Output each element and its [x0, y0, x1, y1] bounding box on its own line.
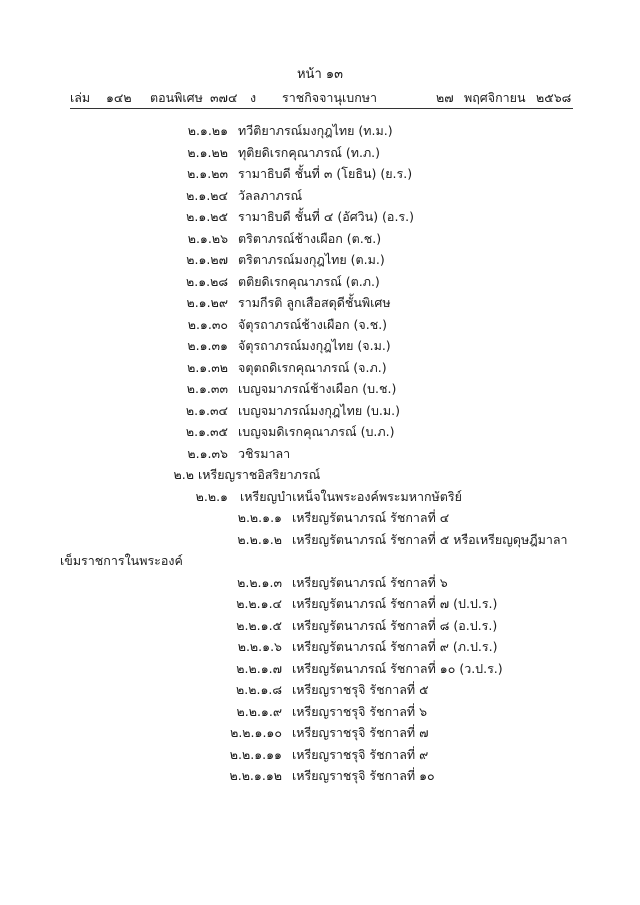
list-item — [0, 659, 640, 677]
item-number: ๒.๑.๒๓ — [187, 166, 228, 181]
section-number: ๓๗๔ — [210, 90, 238, 105]
section-label: ตอนพิเศษ — [150, 90, 203, 105]
list-item — [0, 487, 640, 505]
list-item — [0, 229, 640, 247]
list-item — [0, 465, 640, 483]
list-item — [0, 530, 640, 548]
list-item — [0, 293, 640, 311]
list-item — [0, 186, 640, 204]
list-item — [0, 573, 640, 591]
volume-label: เล่ม — [70, 90, 91, 105]
list-item — [0, 680, 640, 698]
item-text: จัตุรถาภรณ์ช้างเผือก (จ.ช.) — [238, 316, 388, 332]
date-day: ๒๗ — [436, 90, 454, 105]
item-text: เหรียญรัตนาภรณ์ รัชกาลที่ ๔ — [292, 510, 450, 525]
volume-number: ๑๔๒ — [106, 90, 132, 105]
item-number: ๒.๑.๒๑ — [187, 123, 228, 138]
item-text: ตติยดิเรกคุณาภรณ์ (ต.ภ.) — [238, 273, 380, 289]
list-item — [0, 637, 640, 655]
list-item — [0, 272, 640, 290]
item-number: ๒.๒.๑.๑๑ — [229, 746, 282, 762]
item-number: ๒.๒.๑.๙ — [236, 703, 282, 719]
item-text: เหรียญรัตนาภรณ์ รัชกาลที่ ๖ — [292, 574, 448, 590]
item-text: เหรียญราชรุจิ รัชกาลที่ ๗ — [292, 725, 429, 740]
item-text: เหรียญรัตนาภรณ์ รัชกาลที่ ๙ (ภ.ป.ร.) — [292, 639, 498, 654]
item-number: ๒.๑.๓๑ — [187, 338, 228, 353]
item-text: เหรียญรัตนาภรณ์ รัชกาลที่ ๗ (ป.ป.ร.) — [292, 596, 498, 611]
item-text: เหรียญรัตนาภรณ์ รัชกาลที่ ๑๐ (ว.ป.ร.) — [292, 660, 503, 676]
item-text: เหรียญราชรุจิ รัชกาลที่ ๙ — [292, 746, 429, 762]
item-text: ทุติยดิเรกคุณาภรณ์ (ท.ภ.) — [238, 144, 381, 160]
item-number: ๒.๑.๒๔ — [186, 187, 228, 203]
item-text: เหรียญบำเหน็จในพระองค์พระมหากษัตริย์ — [240, 488, 462, 504]
item-text: วชิรมาลา — [238, 445, 291, 461]
publication-name: ราชกิจจานุเบกษา — [282, 90, 378, 105]
item-number: ๒.๑.๓๔ — [185, 402, 228, 418]
list-item — [0, 207, 640, 225]
item-number: ๒.๒.๑.๑๒ — [229, 768, 282, 783]
list-item — [0, 121, 640, 139]
item-number: ๒.๑.๓๒ — [187, 359, 228, 375]
item-text: ตริตาภรณ์มงกุฎไทย (ต.ม.) — [238, 252, 385, 267]
item-text: จัตุรถาภรณ์มงกุฎไทย (จ.ม.) — [238, 338, 391, 353]
list-item — [0, 508, 640, 526]
list-item — [0, 315, 640, 333]
item-text: เหรียญรัตนาภรณ์ รัชกาลที่ ๘ (อ.ป.ร.) — [292, 617, 498, 633]
list-item — [0, 594, 640, 612]
item-text: ตริตาภรณ์ช้างเผือก (ต.ช.) — [238, 230, 382, 246]
item-text: เบญจมาภรณ์มงกุฎไทย (บ.ม.) — [238, 402, 400, 418]
list-item — [0, 444, 640, 462]
item-number: ๒.๑.๓๓ — [186, 381, 228, 396]
item-text: เหรียญรัตนาภรณ์ รัชกาลที่ ๕ หรือเหรียญดุษฎีมาลา — [292, 531, 568, 547]
item-number: ๒.๑.๓๕ — [185, 424, 228, 439]
list-item — [0, 379, 640, 397]
item-text: เบญจมดิเรกคุณาภรณ์ (บ.ภ.) — [238, 424, 395, 439]
list-item — [0, 164, 640, 182]
date-year: ๒๕๖๘ — [536, 90, 572, 105]
item-text: เบญจมาภรณ์ช้างเผือก (บ.ช.) — [238, 381, 397, 396]
list-item — [0, 766, 640, 784]
item-number: ๒.๑.๓๐ — [187, 316, 228, 332]
item-number: ๒.๒.๑.๗ — [236, 660, 282, 676]
list-item — [0, 358, 640, 376]
item-number: ๒.๒.๑.๑๐ — [230, 725, 282, 740]
page-number: หน้า ๑๓ — [296, 67, 344, 82]
item-text: ทวีติยาภรณ์มงกุฎไทย (ท.ม.) — [238, 123, 393, 138]
item-number: ๒.๒.๑.๕ — [236, 617, 282, 633]
item-number: ๒.๒.๑.๔ — [236, 596, 282, 611]
item-number: ๒.๑.๒๙ — [186, 295, 228, 310]
list-item — [0, 616, 640, 634]
item-text: จตุตถดิเรกคุณาภรณ์ (จ.ภ.) — [238, 359, 387, 375]
section-type: ง — [250, 90, 257, 105]
item-number: ๒.๒.๑.๓ — [237, 574, 282, 590]
item-text: รามาธิบดี ชั้นที่ ๔ (อัศวิน) (อ.ร.) — [238, 209, 414, 224]
item-number: ๒.๑.๒๗ — [186, 252, 228, 267]
list-item — [0, 723, 640, 741]
date-month: พฤศจิกายน — [464, 90, 526, 105]
item-number: ๒.๑.๒๕ — [186, 209, 228, 224]
item-text: เหรียญราชรุจิ รัชกาลที่ ๖ — [292, 703, 428, 719]
list-item — [0, 422, 640, 440]
list-item — [0, 745, 640, 763]
item-number: ๒.๑.๒๘ — [185, 273, 228, 289]
item-text: วัลลภาภรณ์ — [238, 187, 303, 203]
item-text: เหรียญราชอิสริยาภรณ์ — [198, 467, 321, 482]
item-text: รามาธิบดี ชั้นที่ ๓ (โยธิน) (ย.ร.) — [238, 166, 413, 181]
list-item — [0, 336, 640, 354]
list-item — [0, 401, 640, 419]
item-number: ๒.๒.๑.๑ — [237, 510, 282, 525]
list-item — [0, 250, 640, 268]
list-item — [0, 143, 640, 161]
item-number: ๒.๒.๑.๖ — [237, 639, 282, 654]
item-text: เหรียญราชรุจิ รัชกาลที่ ๑๐ — [292, 768, 435, 783]
item-number: ๒.๒.๑.๘ — [236, 682, 282, 697]
item-text: รามกีรติ ลูกเสือสดุดีชั้นพิเศษ — [238, 295, 391, 310]
list-item — [0, 702, 640, 720]
item-number: ๒.๑.๒๖ — [187, 230, 228, 246]
item-number: ๒.๒.๑ — [195, 488, 228, 504]
wrapped-continuation: เข็มราชการในพระองค์ — [60, 553, 183, 568]
item-number: ๒.๒ — [173, 467, 194, 482]
item-number: ๒.๑.๓๖ — [187, 445, 228, 461]
item-text: เหรียญราชรุจิ รัชกาลที่ ๕ — [292, 682, 429, 697]
item-number: ๒.๒.๑.๒ — [237, 531, 282, 547]
item-number: ๒.๑.๒๒ — [187, 144, 228, 160]
